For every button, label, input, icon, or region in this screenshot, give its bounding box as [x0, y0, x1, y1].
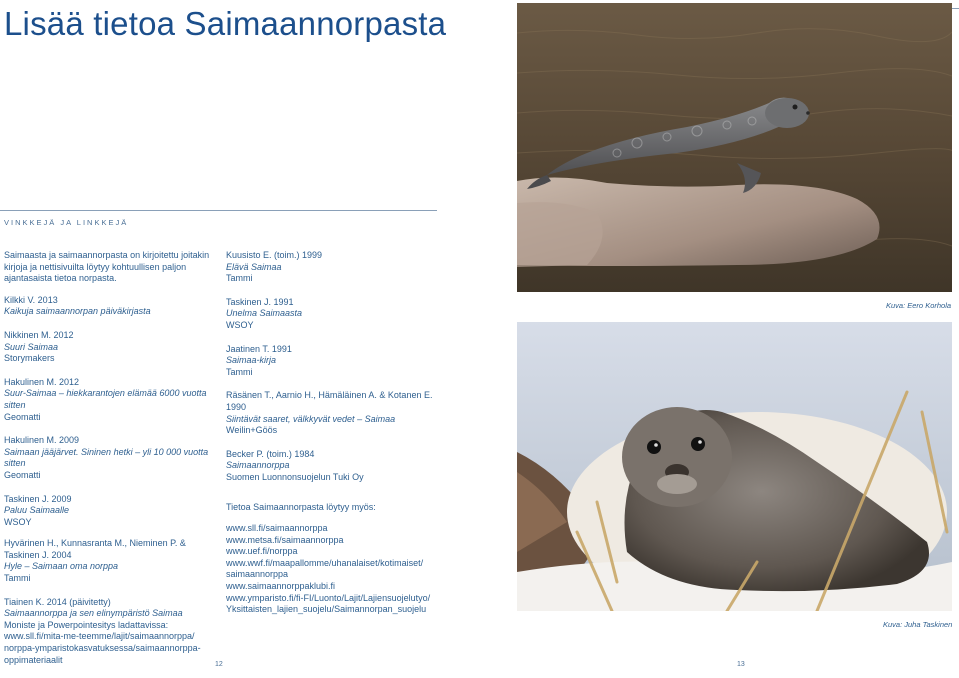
- reference-title: Siintävät saaret, välkkyvät vedet – Saimaa: [226, 413, 396, 424]
- reference-title: Saimaa-kirja: [226, 355, 277, 366]
- reference-publisher: Suomen Luonnonsuojelun Tuki Oy: [226, 471, 364, 482]
- reference-title: Suur-Saimaa – hiekkarantojen elämää 6000 vuotta sitten: [4, 388, 207, 410]
- links-heading: Tietoa Saimaannorpasta löytyy myös:: [226, 501, 376, 512]
- reference-title: Saimaannorppa: [226, 460, 290, 471]
- reference-publisher[interactable]: Moniste ja Powerpointesitys ladattavissa: www.sll.fi/mita-me-teemme/lajit/saimaannorppa/ norppa-ymparistokasvatuksessa/saimaannorppa-oppimateriaalit: [4, 619, 201, 665]
- reference-author: Taskinen J. 1991: [226, 296, 294, 307]
- reference-author: Hyvärinen H., Kunnasranta M., Nieminen P. & Taskinen J. 2004: [4, 538, 186, 560]
- page-title: Lisää tietoa Saimaannorpasta: [4, 5, 447, 42]
- reference-title: Suuri Saimaa: [4, 341, 59, 352]
- reference-publisher: Tammi: [4, 573, 31, 584]
- reference-item: [226, 344, 446, 379]
- reference-item: [4, 435, 210, 481]
- reference-column-left: [4, 250, 210, 678]
- reference-item: [4, 377, 210, 423]
- reference-title: Saimaan jääjärvet. Sininen hetki – yli 10 000 vuotta sitten: [4, 446, 209, 469]
- web-link[interactable]: www.ymparisto.fi/fi-FI/Luonto/Lajit/Lajiensuojelutyo/ Yksittaisten_lajien_suojelu/Saimannorpan_suojelu: [226, 592, 431, 615]
- photo-adult-seal-on-rock: [517, 3, 952, 292]
- photo-seal-pup-in-snow: [517, 322, 952, 611]
- reference-column-right: [226, 250, 446, 616]
- reference-author: Kuusisto E. (toim.) 1999: [226, 250, 323, 260]
- reference-publisher: Tammi: [226, 273, 253, 284]
- section-label: VINKKEJÄ JA LINKKEJÄ: [4, 218, 129, 227]
- link-list: [226, 523, 446, 616]
- page-number-left: 12: [215, 661, 223, 668]
- reference-author: Kilkki V. 2013: [4, 294, 58, 305]
- reference-item: [226, 449, 446, 484]
- photo-caption: Kuva: Eero Korhola: [886, 301, 952, 310]
- reference-publisher: Geomatti: [4, 469, 41, 480]
- reference-title: Elävä Saimaa: [226, 261, 282, 272]
- reference-item: [4, 330, 210, 365]
- web-link[interactable]: www.saimaannorppaklubi.fi: [226, 581, 336, 592]
- reference-author: Becker P. (toim.) 1984: [226, 448, 315, 459]
- reference-item: [4, 494, 210, 529]
- corner-mark: [951, 8, 959, 9]
- reference-title: Saimaannorppa ja sen elinympäristö Saimaa: [4, 608, 183, 619]
- web-link[interactable]: www.wwf.fi/maapallomme/uhanalaiset/kotimaiset/ saimaannorppa: [226, 557, 424, 580]
- reference-item: [226, 250, 446, 285]
- intro-paragraph: Saimaasta ja saimaannorpasta on kirjoitettu joitakin kirjoja ja nettisivuilta löytyy kohtuullisen paljon ajantasaista tietoa norpasta.: [4, 250, 210, 284]
- reference-publisher: Tammi: [226, 366, 253, 377]
- web-link[interactable]: www.uef.fi/norppa: [226, 546, 298, 557]
- web-link[interactable]: www.sll.fi/saimaannorppa: [226, 523, 328, 534]
- reference-item: [226, 297, 446, 332]
- reference-author: Taskinen J. 2009: [4, 493, 72, 504]
- seal-pup-illustration: [517, 322, 952, 611]
- page-number-right: 13: [737, 661, 745, 668]
- web-link[interactable]: www.metsa.fi/saimaannorppa: [226, 534, 344, 545]
- reference-author: Räsänen T., Aarnio H., Hämäläinen A. & Kotanen E. 1990: [226, 390, 433, 412]
- reference-title: Hyle – Saimaan oma norppa: [4, 561, 119, 572]
- reference-item: [4, 538, 210, 584]
- reference-item: [226, 390, 446, 436]
- reference-title: Unelma Saimaasta: [226, 308, 303, 319]
- reference-author: Hakulinen M. 2009: [4, 435, 80, 446]
- reference-publisher: WSOY: [226, 319, 254, 330]
- reference-author: Hakulinen M. 2012: [4, 376, 80, 387]
- reference-title: Paluu Saimaalle: [4, 505, 70, 516]
- reference-publisher: Weilin+Göös: [226, 425, 278, 436]
- seal-rock-illustration: [517, 3, 952, 292]
- reference-item: [4, 295, 210, 318]
- reference-author: Tiainen K. 2014 (päivitetty): [4, 596, 111, 607]
- reference-publisher: Geomatti: [4, 411, 41, 422]
- reference-publisher: WSOY: [4, 516, 32, 527]
- reference-author: Nikkinen M. 2012: [4, 329, 74, 340]
- reference-item: [4, 597, 210, 667]
- reference-author: Jaatinen T. 1991: [226, 343, 292, 354]
- reference-publisher: Storymakers: [4, 353, 55, 364]
- reference-title: Kaikuja saimaannorpan päiväkirjasta: [4, 306, 151, 317]
- photo-caption: Kuva: Juha Taskinen: [883, 620, 953, 629]
- section-divider: [0, 210, 437, 211]
